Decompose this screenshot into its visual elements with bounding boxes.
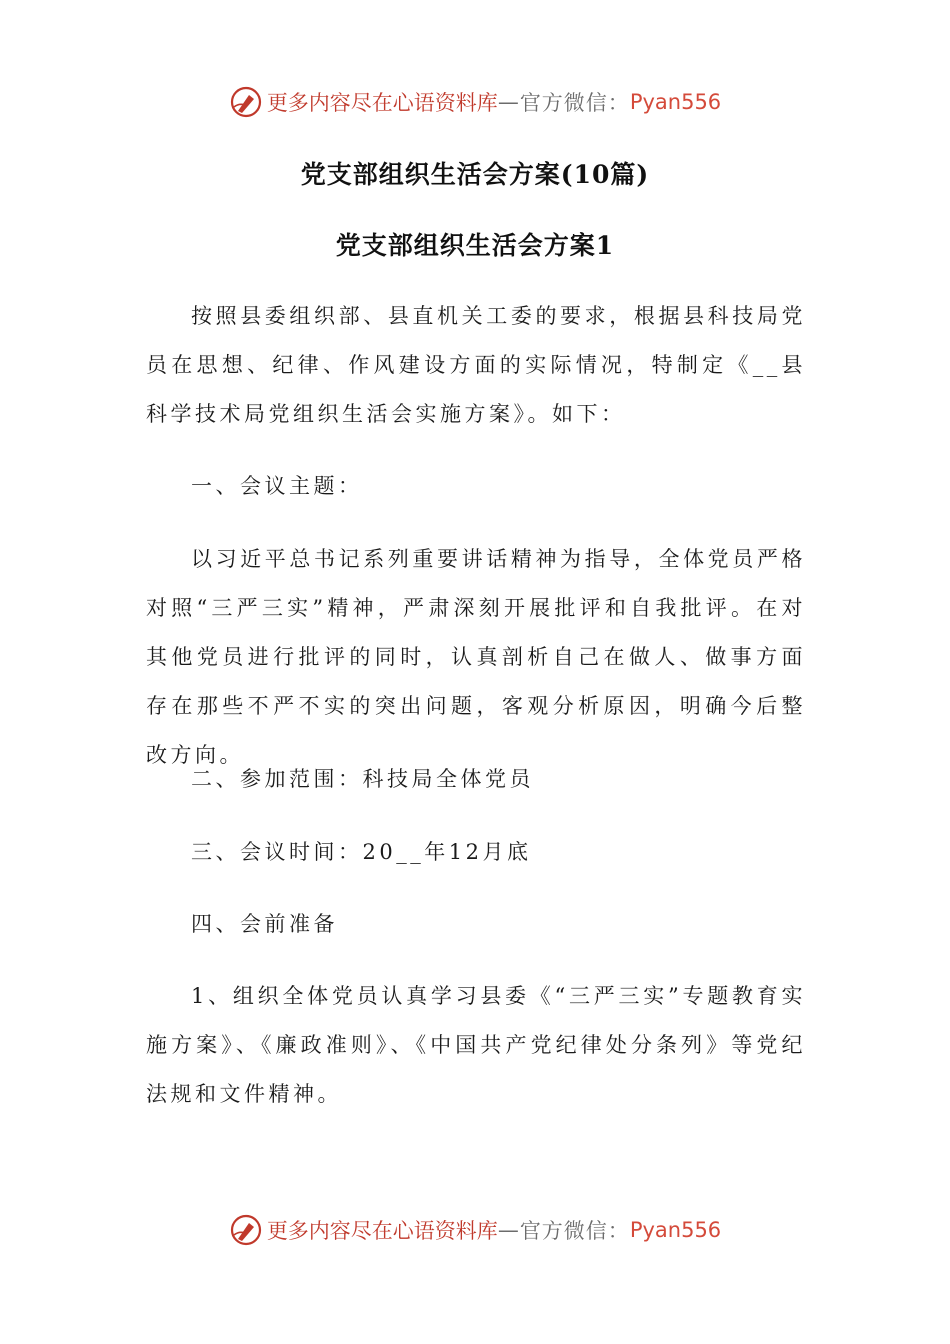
- heading-preparation: 四、会前准备: [191, 912, 338, 936]
- banner-separator: —: [497, 90, 520, 114]
- banner-label: 官方微信：: [519, 91, 630, 115]
- section-title: 党支部组织生活会方案1: [335, 231, 615, 260]
- banner-text: 更多内容尽在心语资料库: [266, 1219, 498, 1243]
- pen-nib-logo-icon: [229, 1213, 263, 1247]
- paragraph-intro: 按照县委组织部、县直机关工委的要求，根据县科技局党员在思想、纪律、作风建设方面的实际情况，特制定《__县科学技术局党组织生活会实施方案》。如下：: [146, 304, 806, 426]
- banner-label: 官方微信：: [519, 1219, 630, 1243]
- header-banner: [0, 82, 950, 122]
- pen-nib-logo-icon: [229, 85, 263, 119]
- document-title: 党支部组织生活会方案(10篇): [300, 160, 650, 189]
- banner-wechat-id: Pyan556: [629, 90, 722, 114]
- paragraph-meeting-time: 三、会议时间：20__年12月底: [191, 840, 532, 864]
- footer-banner: [0, 1210, 950, 1250]
- paragraph-preparation-1: 1、组织全体党员认真学习县委《“三严三实”专题教育实施方案》、《廉政准则》、《中国共产党纪律处分条列》等党纪法规和文件精神。: [146, 984, 806, 1106]
- heading-meeting-theme: 一、会议主题：: [191, 474, 363, 498]
- banner-wechat-id: Pyan556: [629, 1218, 722, 1242]
- banner-text: 更多内容尽在心语资料库: [266, 91, 498, 115]
- banner-separator: —: [497, 1218, 520, 1242]
- paragraph-participants: 二、参加范围：科技局全体党员: [191, 767, 534, 791]
- paragraph-meeting-theme: 以习近平总书记系列重要讲话精神为指导，全体党员严格对照“三严三实”精神，严肃深刻开展批评和自我批评。在对其他党员进行批评的同时，认真剖析自己在做人、做事方面存在那些不严不实的突出问题，客观分析原因，明确今后整改方向。: [146, 547, 806, 767]
